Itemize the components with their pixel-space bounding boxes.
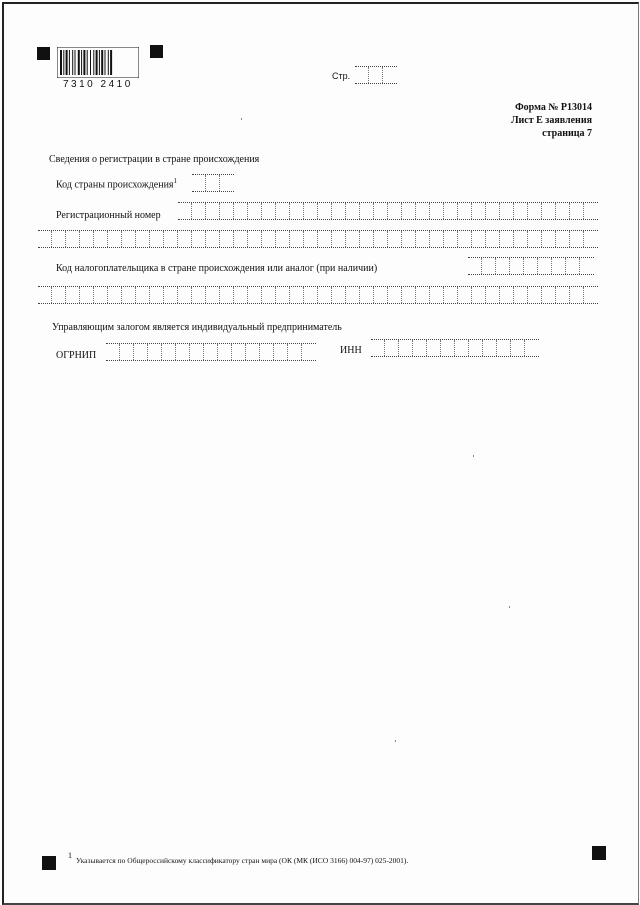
entry-cell[interactable] (444, 287, 458, 303)
entry-cell[interactable] (570, 287, 584, 303)
entry-cell[interactable] (427, 340, 441, 356)
entry-cell[interactable] (383, 67, 397, 83)
corner-marker-top-right (150, 45, 163, 58)
entry-cell[interactable] (374, 203, 388, 219)
entry-cell[interactable] (232, 344, 246, 360)
entry-cell[interactable] (360, 203, 374, 219)
entry-cell[interactable] (346, 287, 360, 303)
country-code-label-text: Код страны происхождения (56, 179, 174, 191)
entry-cell[interactable] (332, 203, 346, 219)
entry-cell[interactable] (482, 258, 496, 274)
entry-cell[interactable] (38, 231, 52, 247)
entry-cell[interactable] (528, 203, 542, 219)
entry-cell[interactable] (455, 340, 469, 356)
entry-cell[interactable] (444, 203, 458, 219)
entry-cell[interactable] (570, 203, 584, 219)
entry-cell[interactable] (511, 340, 525, 356)
entry-cell[interactable] (552, 258, 566, 274)
entry-cell[interactable] (416, 287, 430, 303)
entry-cell[interactable] (120, 344, 134, 360)
entry-cell[interactable] (584, 231, 598, 247)
entry-cell[interactable] (206, 231, 220, 247)
entry-cell[interactable] (500, 231, 514, 247)
entry-cell[interactable] (360, 231, 374, 247)
scan-speck (395, 740, 396, 742)
entry-cell[interactable] (134, 344, 148, 360)
entry-cell[interactable] (371, 340, 385, 356)
entry-cell[interactable] (178, 287, 192, 303)
page-number-field[interactable] (355, 66, 397, 84)
entry-cell[interactable] (304, 231, 318, 247)
entry-cell[interactable] (430, 287, 444, 303)
entry-cell[interactable] (248, 231, 262, 247)
entry-cell[interactable] (262, 287, 276, 303)
entry-cell[interactable] (94, 287, 108, 303)
entry-cell[interactable] (430, 203, 444, 219)
scan-speck (473, 455, 474, 457)
entry-cell[interactable] (528, 287, 542, 303)
footnote-mark: 1 (173, 177, 178, 185)
entry-cell[interactable] (514, 287, 528, 303)
entry-cell[interactable] (486, 231, 500, 247)
entry-cell[interactable] (538, 258, 552, 274)
entry-cell[interactable] (52, 231, 66, 247)
entry-cell[interactable] (528, 231, 542, 247)
entry-cell[interactable] (206, 175, 220, 191)
footnote (68, 851, 409, 865)
entry-cell[interactable] (496, 258, 510, 274)
entry-cell[interactable] (542, 203, 556, 219)
page-of-sheet: страница 7 (542, 128, 592, 139)
scan-speck (241, 118, 242, 120)
entry-cell[interactable] (542, 287, 556, 303)
entry-cell[interactable] (190, 344, 204, 360)
entry-cell[interactable] (192, 231, 206, 247)
entry-cell[interactable] (220, 287, 234, 303)
entry-cell[interactable] (290, 203, 304, 219)
entry-cell[interactable] (290, 231, 304, 247)
entry-cell[interactable] (206, 287, 220, 303)
scan-speck (509, 606, 510, 608)
entry-cell[interactable] (584, 287, 598, 303)
registration-number-field-row1[interactable] (178, 202, 598, 220)
inn-field[interactable] (371, 339, 539, 357)
entry-cell[interactable] (150, 231, 164, 247)
form-number: Форма № Р13014 (515, 102, 592, 113)
entry-cell[interactable] (402, 231, 416, 247)
entry-cell[interactable] (458, 287, 472, 303)
registration-number-field-row2[interactable] (38, 230, 598, 248)
entry-cell[interactable] (220, 231, 234, 247)
entry-cell[interactable] (204, 344, 218, 360)
entry-cell[interactable] (66, 287, 80, 303)
entry-cell[interactable] (580, 258, 594, 274)
entry-cell[interactable] (388, 231, 402, 247)
entry-cell[interactable] (500, 203, 514, 219)
entry-cell[interactable] (525, 340, 539, 356)
footnote-text: Указывается по Общероссийскому классификатору стран мира (ОК (МК (ИСО 3166) 004-97) 025-2001). (76, 856, 409, 865)
entry-cell[interactable] (276, 203, 290, 219)
entry-cell[interactable] (514, 231, 528, 247)
entry-cell[interactable] (234, 231, 248, 247)
entry-cell[interactable] (122, 287, 136, 303)
entry-cell[interactable] (192, 203, 206, 219)
entry-cell[interactable] (276, 287, 290, 303)
entry-cell[interactable] (486, 287, 500, 303)
registration-section-title: Сведения о регистрации в стране происхождения (49, 154, 260, 165)
barcode-digits: 7310 2410 (63, 79, 133, 90)
entry-cell[interactable] (416, 203, 430, 219)
entry-cell[interactable] (402, 203, 416, 219)
entry-cell[interactable] (108, 231, 122, 247)
entry-cell[interactable] (288, 344, 302, 360)
entry-cell[interactable] (234, 287, 248, 303)
entry-cell[interactable] (441, 340, 455, 356)
entry-cell[interactable] (276, 231, 290, 247)
entry-cell[interactable] (220, 175, 234, 191)
barcode (57, 47, 139, 78)
entry-cell[interactable] (468, 258, 482, 274)
entry-cell[interactable] (500, 287, 514, 303)
entry-cell[interactable] (260, 344, 274, 360)
entry-cell[interactable] (332, 231, 346, 247)
entry-cell[interactable] (106, 344, 120, 360)
entry-cell[interactable] (80, 231, 94, 247)
entry-cell[interactable] (524, 258, 538, 274)
entry-cell[interactable] (178, 231, 192, 247)
entry-cell[interactable] (413, 340, 427, 356)
entry-cell[interactable] (388, 203, 402, 219)
entry-cell[interactable] (369, 67, 383, 83)
entry-cell[interactable] (355, 67, 369, 83)
taxpayer-code-field-row1[interactable] (468, 257, 594, 275)
entry-cell[interactable] (218, 344, 232, 360)
entry-cell[interactable] (472, 203, 486, 219)
entry-cell[interactable] (374, 231, 388, 247)
entry-cell[interactable] (248, 203, 262, 219)
entry-cell[interactable] (206, 203, 220, 219)
entry-cell[interactable] (164, 231, 178, 247)
entry-cell[interactable] (234, 203, 248, 219)
entry-cell[interactable] (497, 340, 511, 356)
entry-cell[interactable] (136, 287, 150, 303)
entry-cell[interactable] (304, 287, 318, 303)
entry-cell[interactable] (302, 344, 316, 360)
entry-cell[interactable] (274, 344, 288, 360)
taxpayer-code-label: Код налогоплательщика в стране происхождения или аналог (при наличии) (56, 263, 378, 274)
entry-cell[interactable] (176, 344, 190, 360)
entry-cell[interactable] (472, 287, 486, 303)
entry-cell[interactable] (374, 287, 388, 303)
footnote-number: 1 (68, 851, 72, 860)
entry-cell[interactable] (318, 231, 332, 247)
entry-cell[interactable] (346, 203, 360, 219)
entry-cell[interactable] (469, 340, 483, 356)
entry-cell[interactable] (556, 231, 570, 247)
entry-cell[interactable] (318, 203, 332, 219)
ogrnip-field[interactable] (106, 343, 316, 361)
entry-cell[interactable] (458, 231, 472, 247)
entry-cell[interactable] (290, 287, 304, 303)
taxpayer-code-field-row2[interactable] (38, 286, 598, 304)
entry-cell[interactable] (246, 344, 260, 360)
entry-cell[interactable] (483, 340, 497, 356)
corner-marker-bottom-right (592, 846, 606, 860)
entry-cell[interactable] (178, 203, 192, 219)
entry-cell[interactable] (192, 287, 206, 303)
entry-cell[interactable] (220, 203, 234, 219)
entry-cell[interactable] (262, 203, 276, 219)
country-code-field[interactable] (192, 174, 234, 192)
entry-cell[interactable] (38, 287, 52, 303)
entry-cell[interactable] (556, 287, 570, 303)
entry-cell[interactable] (399, 340, 413, 356)
entry-cell[interactable] (304, 203, 318, 219)
entry-cell[interactable] (122, 231, 136, 247)
entry-cell[interactable] (402, 287, 416, 303)
entry-cell[interactable] (570, 231, 584, 247)
corner-marker-bottom-left (42, 856, 56, 870)
entry-cell[interactable] (318, 287, 332, 303)
entry-cell[interactable] (94, 231, 108, 247)
entry-cell[interactable] (108, 287, 122, 303)
entry-cell[interactable] (52, 287, 66, 303)
entry-cell[interactable] (458, 203, 472, 219)
entry-cell[interactable] (360, 287, 374, 303)
entry-cell[interactable] (388, 287, 402, 303)
entry-cell[interactable] (584, 203, 598, 219)
entry-cell[interactable] (510, 258, 524, 274)
entry-cell[interactable] (332, 287, 346, 303)
country-code-label (56, 177, 177, 190)
entry-cell[interactable] (556, 203, 570, 219)
entry-cell[interactable] (136, 231, 150, 247)
entry-cell[interactable] (472, 231, 486, 247)
registration-number-label: Регистрационный номер (56, 210, 161, 221)
entry-cell[interactable] (148, 344, 162, 360)
ogrnip-label: ОГРНИП (56, 350, 97, 361)
manager-section-title: Управляющим залогом является индивидуальный предприниматель (52, 322, 342, 333)
entry-cell[interactable] (162, 344, 176, 360)
entry-cell[interactable] (262, 231, 276, 247)
entry-cell[interactable] (192, 175, 206, 191)
entry-cell[interactable] (164, 287, 178, 303)
entry-cell[interactable] (514, 203, 528, 219)
entry-cell[interactable] (444, 231, 458, 247)
sheet-label: Лист Е заявления (511, 115, 592, 126)
entry-cell[interactable] (416, 231, 430, 247)
entry-cell[interactable] (430, 231, 444, 247)
entry-cell[interactable] (486, 203, 500, 219)
entry-cell[interactable] (80, 287, 94, 303)
entry-cell[interactable] (542, 231, 556, 247)
entry-cell[interactable] (566, 258, 580, 274)
entry-cell[interactable] (346, 231, 360, 247)
entry-cell[interactable] (150, 287, 164, 303)
page-label: Стр. (332, 71, 351, 81)
entry-cell[interactable] (66, 231, 80, 247)
inn-label: ИНН (340, 345, 362, 356)
corner-marker-top-left (37, 47, 50, 60)
entry-cell[interactable] (385, 340, 399, 356)
entry-cell[interactable] (248, 287, 262, 303)
